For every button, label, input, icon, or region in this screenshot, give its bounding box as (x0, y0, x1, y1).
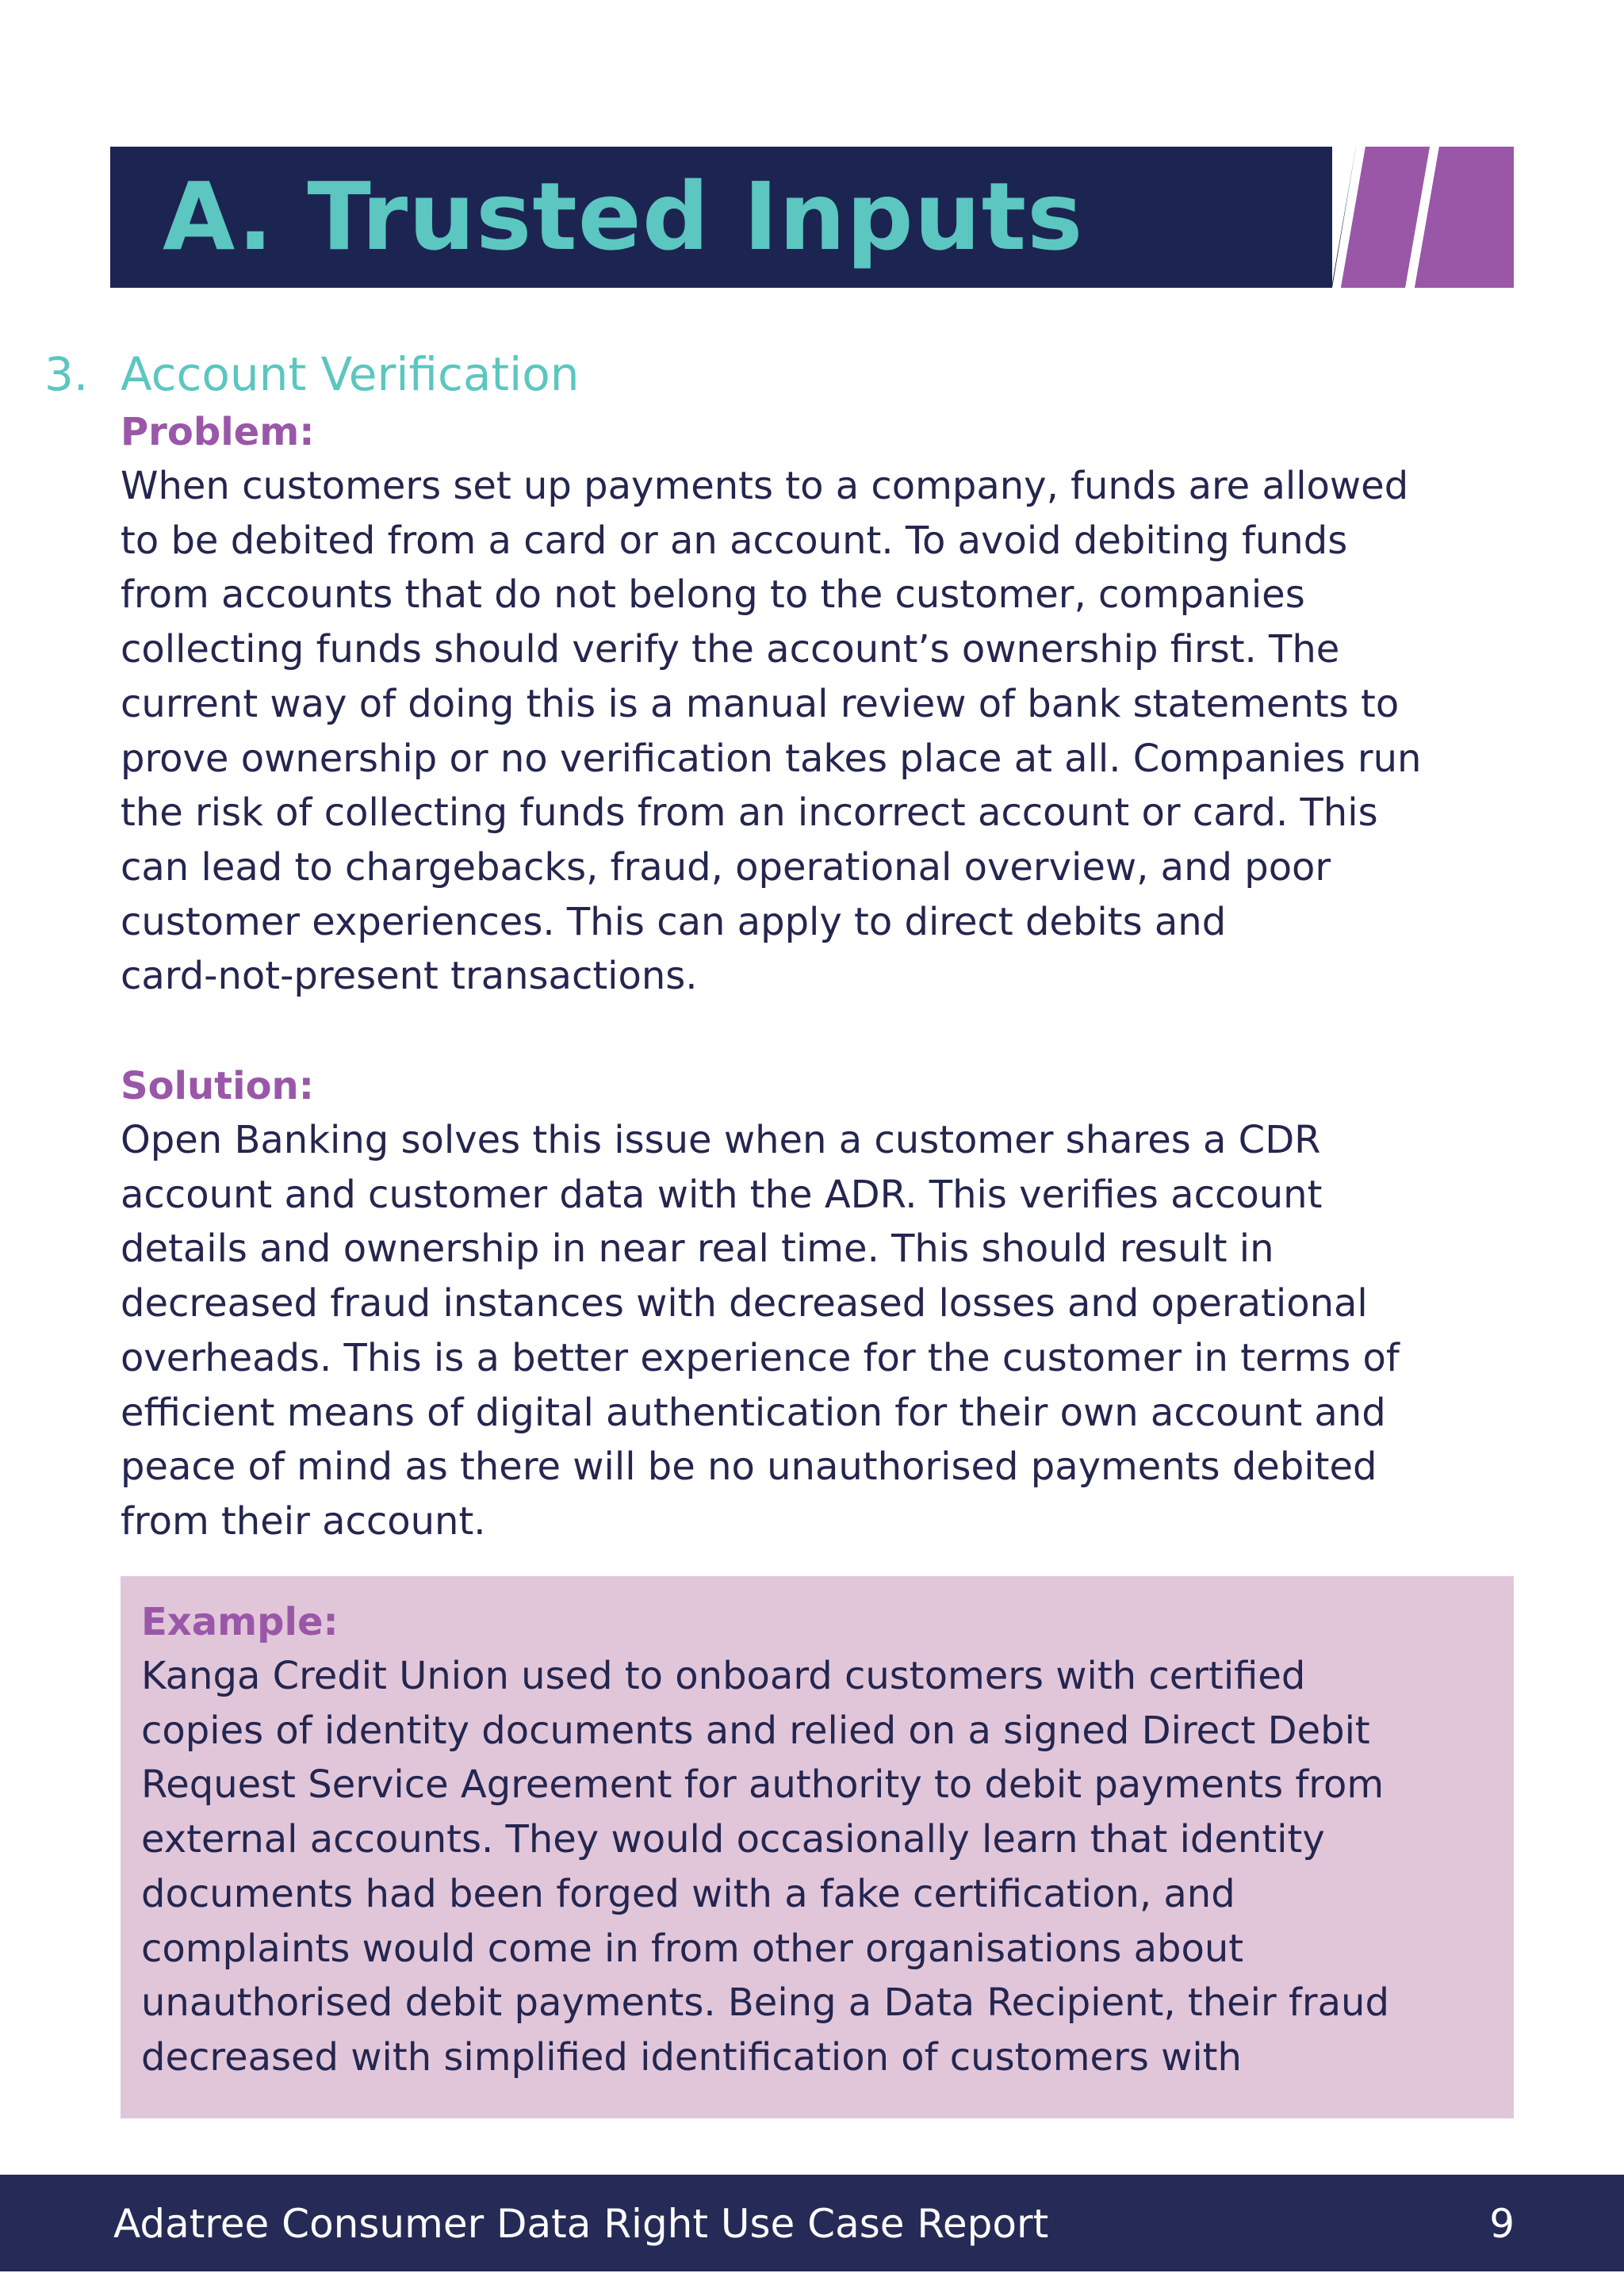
problem-section (121, 405, 1500, 1004)
paragraph-line: complaints would come in from other organisations about (141, 1926, 1244, 1971)
header-stripes-decoration (1332, 147, 1514, 288)
example-content (141, 1595, 1389, 2085)
paragraph-line: Open Banking solves this issue when a customer shares a CDR (121, 1118, 1321, 1162)
paragraph-line: from accounts that do not belong to the customer, companies (121, 572, 1305, 618)
paragraph-line: account and customer data with the ADR. This verifies account (121, 1172, 1323, 1217)
paragraph-line: unauthorised debit payments. Being a Data Recipient, their fraud (141, 1980, 1389, 2026)
section-title: Account Verification (121, 347, 580, 401)
page-title: A. Trusted Inputs (163, 162, 1084, 271)
paragraph-line: collecting funds should verify the account’s ownership first. The (121, 627, 1340, 672)
page-number: 9 (1489, 2201, 1515, 2247)
paragraph-line: documents had been forged with a fake certification, and (141, 1871, 1235, 1916)
paragraph-line: decreased with simplified identification of customers with (141, 2034, 1242, 2080)
paragraph-line: to be debited from a card or an account. To avoid debiting funds (121, 518, 1348, 563)
example-paragraph (141, 1649, 1389, 2085)
paragraph-line: When customers set up payments to a company, funds are allowed (121, 464, 1409, 508)
paragraph-line: from their account. (121, 1498, 486, 1544)
section-heading (44, 342, 580, 406)
page-footer (0, 2175, 1624, 2271)
paragraph-line: current way of doing this is a manual review of bank statements to (121, 681, 1400, 726)
section-number: 3. (44, 347, 89, 401)
paragraph-line: Request Service Agreement for authority to debit payments from (141, 1762, 1385, 1808)
problem-label: Problem: (121, 410, 315, 454)
paragraph-line: can lead to chargebacks, fraud, operational overview, and poor (121, 844, 1331, 890)
paragraph-line: efficient means of digital authentication for their own account and (121, 1390, 1386, 1435)
paragraph-line: card-not-present transactions. (121, 954, 698, 999)
paragraph-line: customer experiences. This can apply to direct debits and (121, 899, 1227, 944)
paragraph-line: peace of mind as there will be no unauthorised payments debited (121, 1445, 1377, 1490)
paragraph-line: copies of identity documents and relied on a signed Direct Debit (141, 1708, 1370, 1753)
paragraph-line: the risk of collecting funds from an incorrect account or card. This (121, 790, 1378, 836)
paragraph-line: external accounts. They would occasionally learn that identity (141, 1817, 1325, 1862)
paragraph-line: decreased fraud instances with decreased losses and operational (121, 1281, 1368, 1326)
paragraph-line: details and ownership in near real time. This should result in (121, 1226, 1274, 1272)
problem-paragraph (121, 459, 1500, 1004)
solution-section (121, 1059, 1500, 1549)
example-label: Example: (141, 1600, 339, 1644)
paragraph-line: overheads. This is a better experience for the customer in terms of (121, 1335, 1400, 1380)
solution-label: Solution: (121, 1064, 314, 1108)
footer-report-title: Adatree Consumer Data Right Use Case Report (113, 2201, 1049, 2247)
paragraph-line: Kanga Credit Union used to onboard customers with certified (141, 1654, 1306, 1698)
solution-paragraph (121, 1113, 1500, 1549)
paragraph-line: prove ownership or no verification takes place at all. Companies run (121, 736, 1422, 781)
example-box (121, 1576, 1514, 2118)
header-banner (110, 147, 1514, 288)
